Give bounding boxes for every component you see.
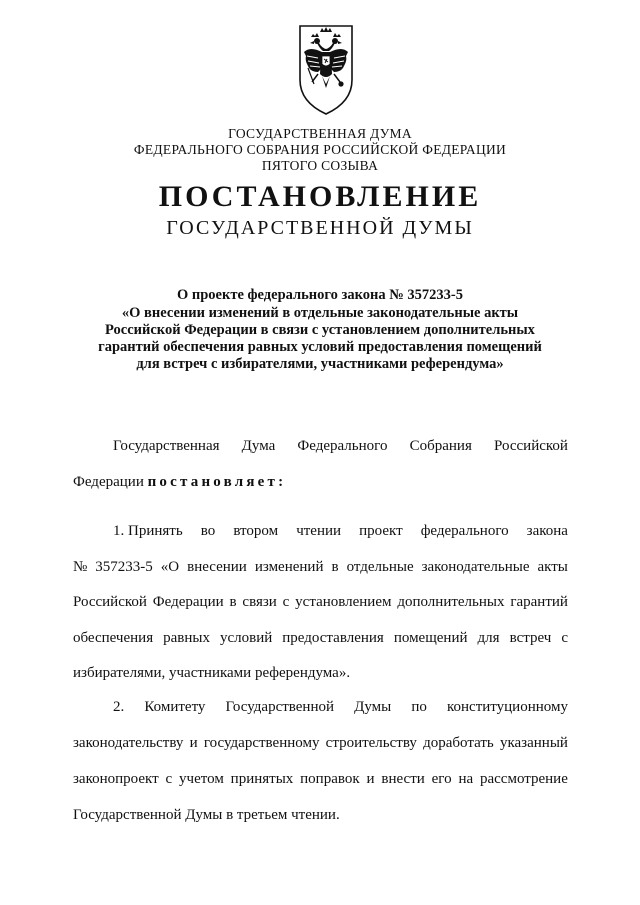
word: строительству: [325, 735, 417, 751]
word: Дума: [241, 438, 276, 454]
word: Думы: [354, 699, 392, 715]
word: помещений: [393, 629, 468, 646]
word: дополнительных: [397, 594, 505, 610]
decree-word: постановляет:: [147, 474, 287, 490]
word: установлением: [295, 594, 392, 610]
item-2-paragraph: [73, 689, 568, 833]
word: акты: [537, 558, 568, 575]
issuer-header: [0, 126, 640, 174]
word: Государственная: [113, 438, 220, 454]
org-line-duma: ГОСУДАРСТВЕННАЯ ДУМА: [228, 126, 412, 141]
title-line: Российской Федерации в связи с установлением дополнительных: [105, 322, 535, 338]
word: связи: [242, 594, 277, 610]
word: Российской: [73, 594, 147, 610]
word: законопроект: [73, 771, 159, 787]
word: проект: [359, 523, 403, 539]
preamble-text: Федерации: [73, 474, 148, 490]
word: в: [229, 594, 237, 610]
item-1-line: избирателями, участниками референдума».: [73, 665, 351, 681]
item-1-line: [73, 550, 568, 586]
word: встреч: [509, 629, 552, 646]
item-1-paragraph: [73, 514, 568, 692]
word: гарантий: [510, 594, 568, 610]
item-1-line: [73, 621, 568, 657]
word: принятых: [230, 771, 294, 787]
preamble-line: [73, 464, 568, 500]
word: Федерации: [152, 594, 224, 610]
word: во: [200, 523, 216, 539]
item-2-line: [73, 725, 568, 761]
preamble-paragraph: [73, 428, 568, 500]
word: условий: [219, 629, 273, 646]
word: предоставления: [282, 629, 384, 646]
word: №: [73, 558, 88, 575]
title-line: для встреч с избирателями, участниками референдума»: [136, 356, 504, 372]
word: отдельные: [346, 558, 414, 575]
word: Федерального: [297, 438, 388, 454]
word: Комитету: [144, 699, 206, 715]
word: равных: [163, 629, 210, 646]
word: законодательные: [421, 558, 530, 575]
title-line: «О внесении изменений в отдельные законодательные акты: [121, 305, 519, 321]
coat-of-arms-icon: [296, 22, 356, 118]
word: государственному: [203, 735, 320, 751]
item-1-line: [73, 514, 568, 550]
title-line: О проекте федерального закона № 357233-5: [176, 287, 464, 303]
org-line-assembly: ФЕДЕРАЛЬНОГО СОБРАНИЯ РОССИЙСКОЙ ФЕДЕРАЦИИ: [133, 142, 507, 157]
title-line: гарантий обеспечения равных условий предоставления помещений: [98, 339, 542, 355]
item-2-line: [73, 761, 568, 797]
word: конституционному: [446, 699, 568, 715]
word: обеспечения: [73, 629, 154, 646]
word: втором: [233, 523, 279, 539]
word: и: [189, 735, 198, 751]
word: законодательству: [73, 735, 184, 751]
word: по: [411, 699, 427, 715]
word: с: [561, 629, 568, 646]
word: и: [366, 771, 375, 787]
resolution-title: [60, 287, 580, 373]
word: изменений: [254, 558, 324, 575]
word: его: [431, 771, 452, 787]
word: «О: [160, 558, 180, 575]
word: доработать: [423, 735, 494, 751]
word: на: [458, 771, 474, 787]
word: закона: [526, 523, 568, 539]
word: с: [282, 594, 290, 610]
word: поправок: [300, 771, 360, 787]
document-type-heading: ПОСТАНОВЛЕНИЕ: [158, 180, 482, 213]
word: 357233-5: [95, 558, 153, 575]
word: внести: [381, 771, 425, 787]
word: в: [331, 558, 339, 575]
word: внесении: [187, 558, 247, 575]
word: Государственной: [225, 699, 335, 715]
word: рассмотрение: [479, 771, 568, 787]
item-2-line: [73, 689, 568, 725]
word: федерального: [420, 523, 509, 539]
word: чтении: [296, 523, 342, 539]
word: Российской: [494, 438, 568, 454]
word: Собрания: [409, 438, 472, 454]
word: с: [165, 771, 173, 787]
word: учетом: [179, 771, 224, 787]
org-line-convocation: ПЯТОГО СОЗЫВА: [261, 158, 379, 173]
item-1-line: [73, 585, 568, 621]
word: 2.: [113, 699, 125, 715]
word: 1. Принять: [113, 523, 183, 539]
preamble-line: [73, 428, 568, 464]
document-issuer-heading: ГОСУДАРСТВЕННОЙ ДУМЫ: [166, 217, 474, 239]
item-2-line: Государственной Думы в третьем чтении.: [73, 807, 340, 823]
word: указанный: [499, 735, 568, 751]
word: для: [477, 629, 500, 646]
